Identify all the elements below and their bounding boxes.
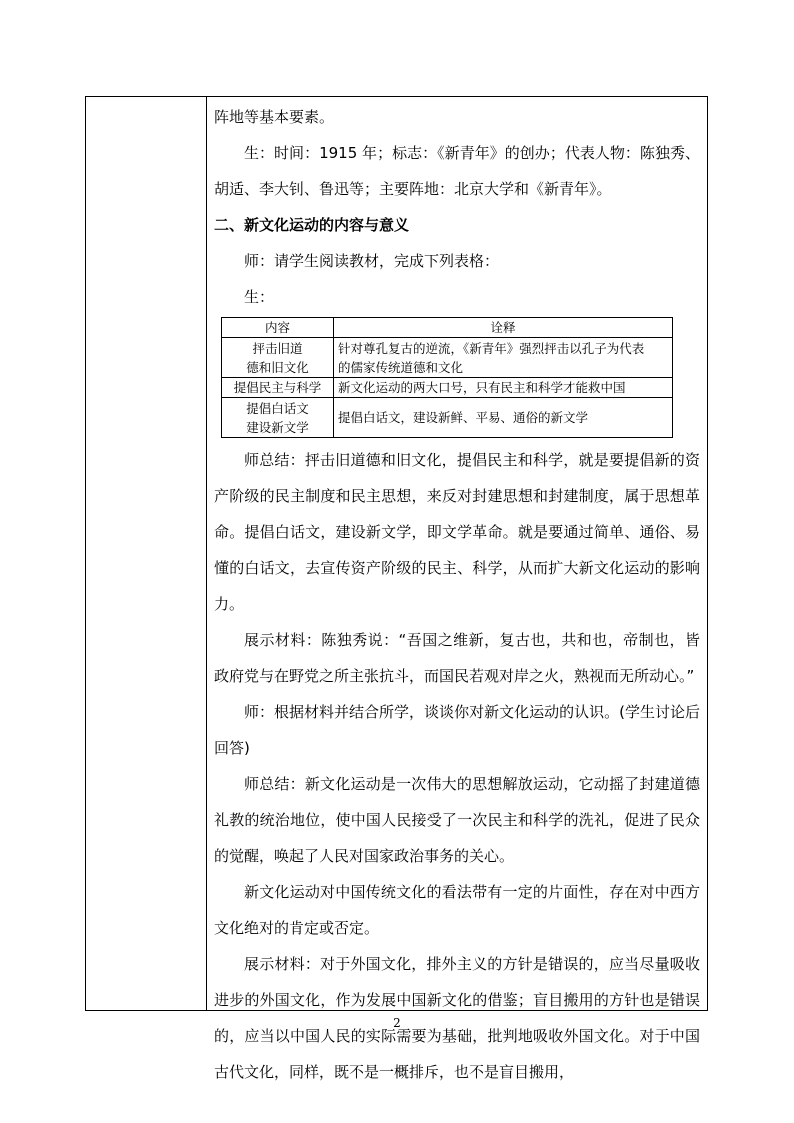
table-header-row (222, 318, 673, 338)
table-row (222, 378, 673, 398)
content-column (208, 97, 706, 1090)
table-row (222, 338, 673, 378)
page-number: 2 (393, 1016, 401, 1030)
cell-line: 德和旧文化 (246, 359, 309, 375)
table-cell: 新文化运动的两大口号，只有民主和科学才能救中国 (334, 378, 673, 398)
table-cell: 提倡白话文，建设新鲜、平易、通俗的新文学 (334, 398, 673, 438)
cell-line: 建设新文学 (246, 419, 309, 435)
paragraph: 生： (244, 288, 275, 306)
table-cell (334, 338, 673, 378)
table-header: 诠释 (334, 318, 673, 338)
content-table (221, 317, 673, 438)
paragraph: 生：时间：1915 年；标志：《新青年》的创办；代表人物：陈独秀、胡适、李大钊、鲁迅等；主要阵地：北京大学和《新青年》。 (214, 144, 700, 198)
table-cell (222, 338, 334, 378)
section-heading: 二、新文化运动的内容与意义 (214, 216, 410, 234)
paragraph: 展示材料：陈独秀说：“吾国之维新，复古也，共和也，帝制也，皆政府党与在野党之所主张抗斗，而国民若观对岸之火，熟视而无所动心。” (214, 631, 700, 685)
paragraph: 展示材料：对于外国文化，排外主义的方针是错误的，应当尽量吸收进步的外国文化，作为发展中国新文化的借鉴；盲目搬用的方针也是错误的，应当以中国人民的实际需要为基础，批判地吸收外国文化。对于中国古代文化，同样，既不是一概排斥，也不是盲目搬用， (214, 955, 700, 1081)
cell-line: 的儒家传统道德和文化 (338, 359, 464, 375)
table-cell (222, 398, 334, 438)
table-row (222, 398, 673, 438)
lesson-table (85, 96, 708, 1081)
paragraph: 师：根据材料并结合所学，谈谈你对新文化运动的认识。(学生讨论后回答) (214, 703, 700, 757)
cell-line: 抨击旧道 (252, 340, 303, 356)
cell-line: 针对尊孔复古的逆流，《新青年》强烈抨击以孔子为代表 (338, 340, 645, 356)
paragraph: 师总结：新文化运动是一次伟大的思想解放运动，它动摇了封建道德礼教的统治地位，使中国人民接受了一次民主和科学的洗礼，促进了民众的觉醒，唤起了人民对国家政治事务的关心。 (214, 775, 700, 865)
paragraph: 师总结：抨击旧道德和旧文化，提倡民主和科学，就是要提倡新的资产阶级的民主制度和民主思想，来反对封建思想和封建制度，属于思想革命。提倡白话文，建设新文学，即文学革命。就是要通过简单、通俗、易懂的白话文，去宣传资产阶级的民主、科学，从而扩大新文化运动的影响力。 (214, 451, 700, 613)
table-header: 内容 (222, 318, 334, 338)
table-cell: 提倡民主与科学 (222, 378, 334, 398)
left-column (86, 97, 207, 1010)
cell-line: 提倡白话文 (246, 400, 309, 416)
paragraph: 师：请学生阅读教材，完成下列表格： (244, 252, 500, 270)
paragraph: 新文化运动对中国传统文化的看法带有一定的片面性，存在对中西方文化绝对的肯定或否定。 (214, 883, 700, 937)
paragraph: 阵地等基本要素。 (214, 108, 335, 126)
